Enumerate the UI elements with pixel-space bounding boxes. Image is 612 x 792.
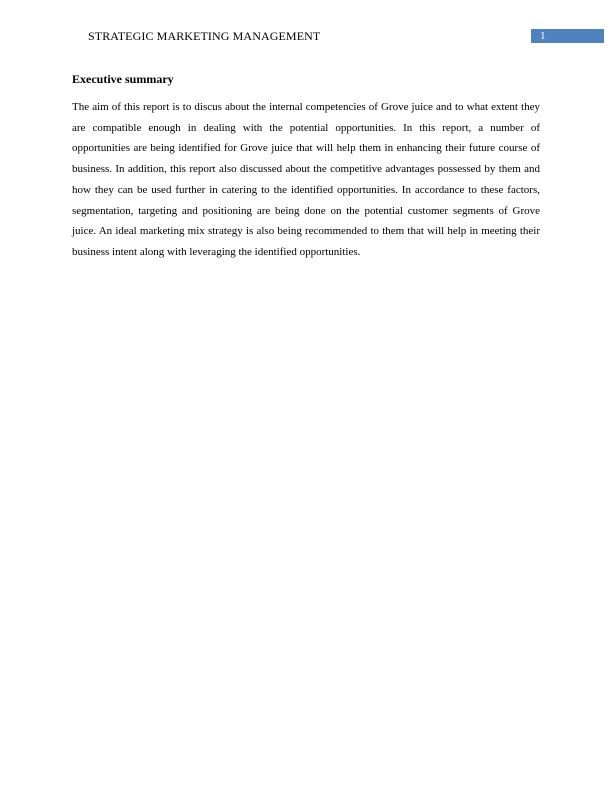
body-paragraph: The aim of this report is to discus about the internal competencies of Grove juice and to what extent they are compatible enough in dealing with the potential opportunities. In this report, a number of opportunities are being identified for Grove juice that will help them in enhancing their future course of business. In addition, this report also discussed about the competitive advantages possessed by them and how they can be used further in catering to the identified opportunities. In accordance to these factors, segmentation, targeting and positioning are being done on the potential customer segments of Grove juice. An ideal marketing mix strategy is also being recommended to them that will help in meeting their business intent along with leveraging the identified opportunities. — [72, 101, 540, 258]
page-number-badge — [531, 29, 604, 43]
section-heading: Executive summary — [72, 72, 174, 86]
running-header-title: STRATEGIC MARKETING MANAGEMENT — [88, 29, 321, 43]
executive-summary-section — [72, 71, 540, 263]
page-number: 1 — [540, 30, 546, 42]
